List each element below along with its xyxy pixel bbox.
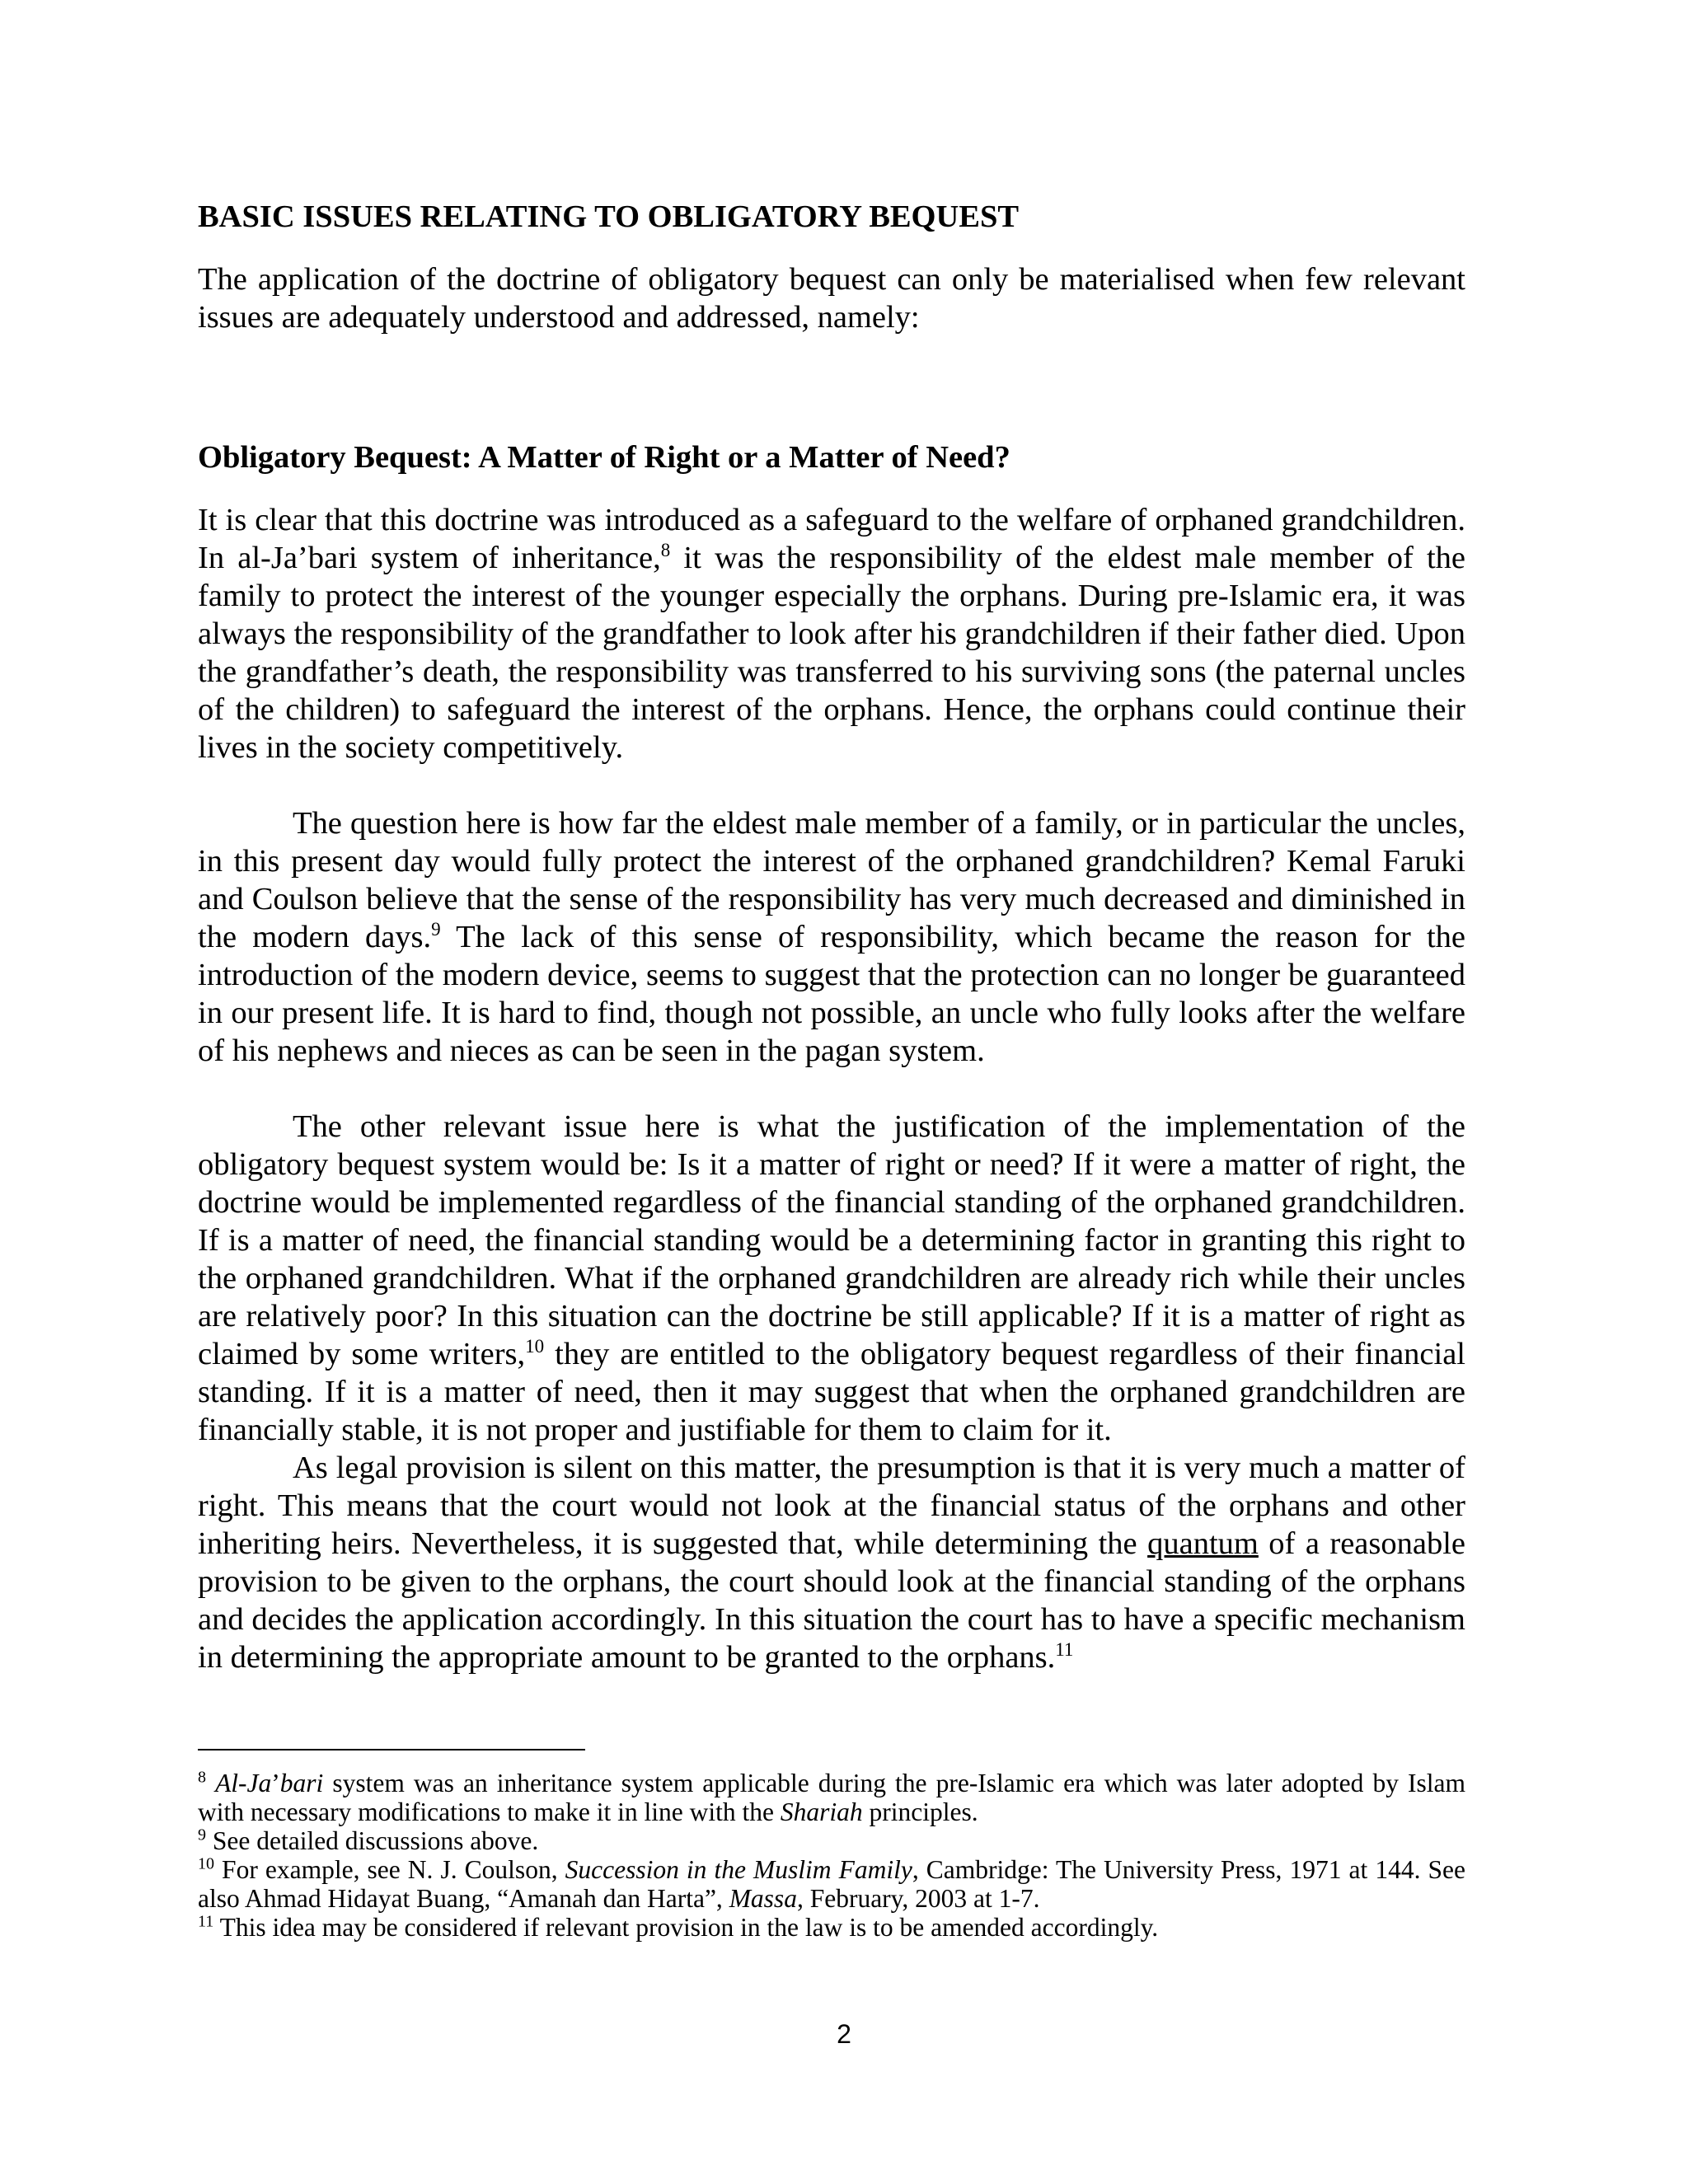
intro-paragraph: The application of the doctrine of obligatory bequest can only be materialised when few relevant issues are adequately understood and addressed, namely: <box>198 262 1465 335</box>
page-number: 2 <box>837 2019 851 2049</box>
footnote-8-italic-3: Shariah <box>780 1797 863 1826</box>
paragraph-4 <box>198 1449 1465 1676</box>
subsection-heading: Obligatory Bequest: A Matter of Right or a Matter of Need? <box>198 440 1010 475</box>
footnote-ref-9[interactable]: 9 <box>431 919 441 940</box>
footnote-number-9: 9 <box>198 1825 206 1844</box>
paragraph-4-text-b: of a reasonable provision to be given to the orphans, the court should look at the financial standing of the orphans and decides the application accordingly. In this situation the court has to have a specific mechanism in determining the appropriate amount to be granted to the orphans. <box>198 1526 1465 1675</box>
paragraph-2-text-a: The question here is how far the eldest male member of a family, or in particular the uncles, in this present day would fully protect the interest of the orphaned grandchildren? Kemal Faruki and Coulson believe that the sense of the responsibility has very much decreased and diminished in the modern days. <box>198 806 1465 954</box>
footnote-11 <box>198 1913 1465 1942</box>
main-content <box>198 198 1465 1676</box>
footnote-8-italic-1: Al-Ja <box>215 1769 272 1797</box>
footnote-ref-11[interactable]: 11 <box>1055 1639 1074 1661</box>
paragraph-1 <box>198 501 1465 766</box>
section-heading: BASIC ISSUES RELATING TO OBLIGATORY BEQUEST <box>198 199 1020 234</box>
footnote-ref-10[interactable]: 10 <box>525 1336 545 1357</box>
footnote-10-italic-1: Succession in the Muslim Family <box>565 1855 912 1884</box>
footnote-10-text-2: , Cambridge: The University Press, 1971 at 144. See also Ahmad Hidayat Buang, “Amanah dan Harta”, <box>198 1855 1465 1913</box>
footnote-number-10: 10 <box>198 1854 214 1873</box>
footnote-8-text-2: system was an inheritance system applicable during the pre-Islamic era which was later adopted by Islam with necessary modifications to make it in line with the <box>198 1769 1465 1826</box>
paragraph-2 <box>198 804 1465 1070</box>
paragraph-4-text-a: As legal provision is silent on this matter, the presumption is that it is very much a matter of right. This means that the court would not look at the financial status of the orphans and other inheriting heirs. Nevertheless, it is suggested that, while determining the <box>198 1451 1465 1561</box>
footnote-8-text-1: ’ <box>271 1769 280 1797</box>
footnote-9 <box>198 1826 1465 1855</box>
footnote-9-text: See detailed discussions above. <box>206 1826 539 1855</box>
footnote-10-text-1: For example, see N. J. Coulson, <box>214 1855 565 1884</box>
footnote-8-italic-2: bari <box>279 1769 324 1797</box>
footnote-number-8: 8 <box>198 1768 206 1787</box>
quantum-term: quantum <box>1147 1526 1259 1561</box>
footnote-ref-8[interactable]: 8 <box>660 540 671 561</box>
footnote-11-text: This idea may be considered if relevant provision in the law is to be amended accordingly. <box>213 1913 1159 1942</box>
paragraph-1-text-a: It is clear that this doctrine was introduced as a safeguard to the welfare of orphaned grandchildren. In al-Ja’bari system of inheritance, <box>198 503 1465 575</box>
footnote-10-text-3: , February, 2003 at 1-7. <box>796 1884 1040 1913</box>
footnote-8 <box>198 1769 1465 1826</box>
paragraph-3 <box>198 1108 1465 1449</box>
footnote-divider <box>198 1749 585 1750</box>
paragraph-3-text-b: they are entitled to the obligatory bequest regardless of their financial standing. If it is a matter of need, then it may suggest that when the orphaned grandchildren are financially stable, it is not proper and justifiable for them to claim for it. <box>198 1337 1465 1447</box>
footnotes <box>198 1749 1465 1942</box>
paragraph-3-text-a: The other relevant issue here is what the justification of the implementation of the obligatory bequest system would be: Is it a matter of right or need? If it were a matter of right, the doctrine would be implemented regardless of the financial standing of the orphaned grandchildren. If is a matter of need, the financial standing would be a determining factor in granting this right to the orphaned grandchildren. What if the orphaned grandchildren are already rich while their uncles are relatively poor? In this situation can the doctrine be still applicable? If it is a matter of right as claimed by some writers, <box>198 1109 1465 1371</box>
footnote-10 <box>198 1855 1465 1913</box>
footnote-10-italic-2: Massa <box>729 1884 797 1913</box>
paragraph-2-text-b: The lack of this sense of responsibility, which became the reason for the introduction of the modern device, seems to suggest that the protection can no longer be guaranteed in our present life. It is hard to find, though not possible, an uncle who fully looks after the welfare of his nephews and nieces as can be seen in the pagan system. <box>198 920 1465 1068</box>
footnote-8-text-3: principles. <box>862 1797 978 1826</box>
footnote-number-11: 11 <box>198 1912 214 1931</box>
paragraph-1-text-b: it was the responsibility of the eldest male member of the family to protect the interest of the younger especially the orphans. During pre-Islamic era, it was always the responsibility of the grandfather to look after his grandchildren if their father died. Upon the grandfather’s death, the responsibility was transferred to his surviving sons (the paternal uncles of the children) to safeguard the interest of the orphans. Hence, the orphans could continue their lives in the society competitively. <box>198 541 1465 765</box>
